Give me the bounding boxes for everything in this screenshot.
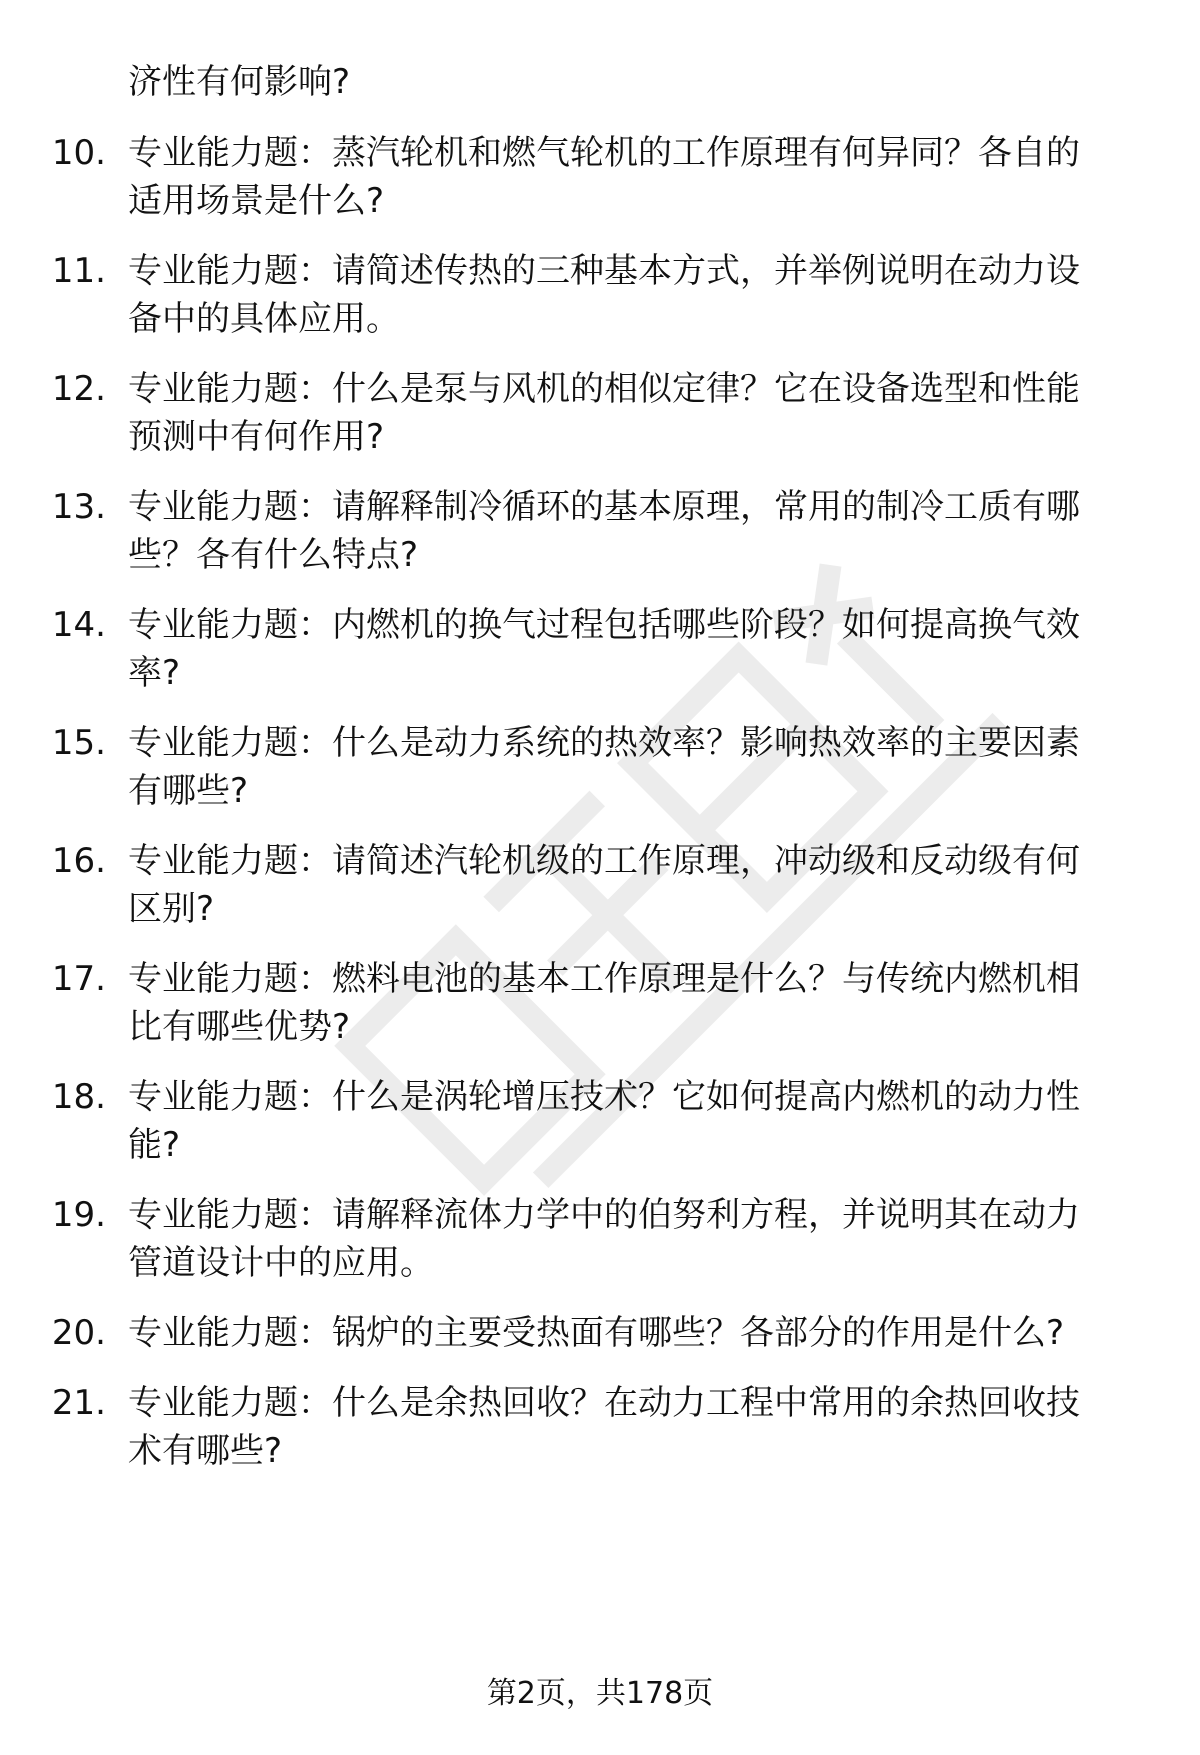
question-number: 16. bbox=[51, 841, 106, 881]
question-number: 14. bbox=[51, 605, 106, 645]
question-number: 21. bbox=[51, 1383, 106, 1423]
question-text: 专业能力题：什么是余热回收？在动力工程中常用的余热回收技 术有哪些? bbox=[128, 1383, 1080, 1471]
question-text: 专业能力题：蒸汽轮机和燃气轮机的工作原理有何异同？各自的 适用场景是什么? bbox=[128, 133, 1080, 221]
question-number: 19. bbox=[51, 1195, 106, 1235]
question-number: 13. bbox=[51, 487, 106, 527]
question-text: 专业能力题：什么是泵与风机的相似定律？它在设备选型和性能 预测中有何作用? bbox=[128, 369, 1080, 457]
question-number: 18. bbox=[51, 1077, 106, 1117]
question-item bbox=[0, 837, 1200, 937]
question-text: 专业能力题：请解释流体力学中的伯努利方程，并说明其在动力 管道设计中的应用。 bbox=[128, 1195, 1080, 1283]
question-item bbox=[0, 247, 1200, 347]
question-item bbox=[0, 1073, 1200, 1173]
question-text: 专业能力题：内燃机的换气过程包括哪些阶段？如何提高换气效 率? bbox=[128, 605, 1080, 693]
question-item bbox=[0, 719, 1200, 819]
question-text: 专业能力题：请解释制冷循环的基本原理，常用的制冷工质有哪 些？各有什么特点? bbox=[128, 487, 1080, 575]
question-text: 专业能力题：请简述汽轮机级的工作原理，冲动级和反动级有何 区别? bbox=[128, 841, 1080, 929]
question-number: 17. bbox=[51, 959, 106, 999]
question-item bbox=[0, 365, 1200, 465]
question-number: 20. bbox=[51, 1313, 106, 1353]
question-item bbox=[0, 601, 1200, 701]
continued-question-text: 济性有何影响? bbox=[128, 62, 351, 102]
question-number: 11. bbox=[51, 251, 106, 291]
question-item bbox=[0, 129, 1200, 229]
question-number: 15. bbox=[51, 723, 106, 763]
question-item bbox=[0, 1379, 1200, 1479]
question-text: 专业能力题：请简述传热的三种基本方式，并举例说明在动力设 备中的具体应用。 bbox=[128, 251, 1080, 339]
question-text: 专业能力题：什么是涡轮增压技术？它如何提高内燃机的动力性 能? bbox=[128, 1077, 1080, 1165]
question-text: 专业能力题：燃料电池的基本工作原理是什么？与传统内燃机相 比有哪些优势? bbox=[128, 959, 1080, 1047]
question-item bbox=[0, 955, 1200, 1055]
page-footer: 第2页，共178页 bbox=[486, 1676, 714, 1711]
question-item bbox=[0, 483, 1200, 583]
question-text: 专业能力题：锅炉的主要受热面有哪些？各部分的作用是什么? bbox=[128, 1313, 1065, 1353]
question-text: 专业能力题：什么是动力系统的热效率？影响热效率的主要因素 有哪些? bbox=[128, 723, 1080, 811]
question-item bbox=[0, 1191, 1200, 1291]
question-number: 12. bbox=[51, 369, 106, 409]
question-number: 10. bbox=[51, 133, 106, 173]
